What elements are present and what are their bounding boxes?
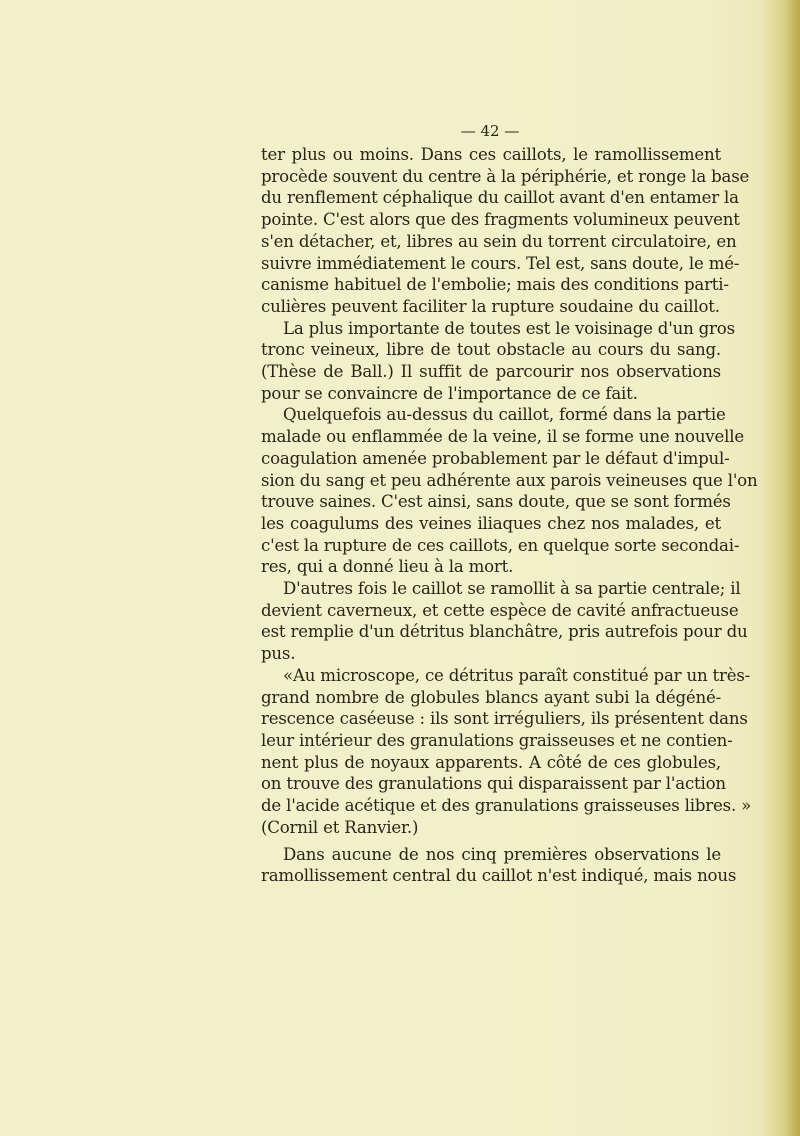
paragraph [261, 318, 735, 405]
text-line: les coagulums des veines iliaques chez nos malades, et [261, 513, 721, 533]
text-line: est remplie d'un détritus blanchâtre, pris autrefois pour du [261, 622, 748, 642]
text-line: (Thèse de Ball.) Il suffit de parcourir nos observations [261, 362, 721, 382]
text-line: devient caverneux, et cette espèce de cavité anfractueuse [261, 600, 739, 620]
text-line: canisme habituel de l'embolie; mais des conditions parti- [261, 275, 729, 295]
text-line: de l'acide acétique et des granulations graisseuses libres. » [261, 796, 752, 816]
text-line: pus. [261, 644, 296, 664]
text-line: malade ou enflammée de la veine, il se forme une nouvelle [261, 427, 744, 447]
text-line: res, qui a donné lieu à la mort. [261, 557, 514, 577]
text-line: pointe. C'est alors que des fragments volumineux peuvent [261, 210, 740, 230]
text-line: leur intérieur des granulations graisseuses et ne contien- [261, 730, 733, 750]
text-line: rescence caséeuse : ils sont irréguliers, ils présentent dans [261, 709, 748, 729]
text-line: ter plus ou moins. Dans ces caillots, le ramollissement [261, 145, 721, 164]
text-line: c'est la rupture de ces caillots, en quelque sorte secondai- [261, 535, 740, 555]
text-line: (Cornil et Ranvier.) [261, 817, 419, 837]
paragraph [261, 665, 752, 839]
text-line: s'en détacher, et, libres au sein du torrent circulatoire, en [261, 231, 737, 251]
text-line: coagulation amenée probablement par le défaut d'impul- [261, 448, 730, 468]
text-line: grand nombre de globules blancs ayant subi la dégéné- [261, 687, 721, 707]
text-line: du renflement céphalique du caillot avant d'en entamer la [261, 188, 739, 208]
page-number: — 42 — [460, 122, 520, 140]
text-line: suivre immédiatement le cours. Tel est, sans doute, le mé- [261, 253, 740, 273]
text-line: on trouve des granulations qui disparaissent par l'action [261, 774, 726, 794]
text-line: La plus importante de toutes est le voisinage d'un gros [283, 318, 735, 338]
text-line: nent plus de noyaux apparents. A côté de ces globules, [261, 752, 721, 772]
paragraph [261, 144, 750, 318]
text-line: pour se convaincre de l'importance de ce fait. [261, 383, 638, 403]
text-line: Quelquefois au-dessus du caillot, formé dans la partie [283, 405, 726, 425]
text-line: «Au microscope, ce détritus paraît constitué par un très- [283, 665, 751, 685]
text-line: tronc veineux, libre de tout obstacle au cours du sang. [261, 340, 721, 360]
text-line: culières peuvent faciliter la rupture soudaine du caillot. [261, 296, 720, 316]
text-line: procède souvent du centre à la périphérie, et ronge la base [261, 166, 750, 186]
text-line: sion du sang et peu adhérente aux parois veineuses que l'on [261, 470, 758, 490]
text-line: ramollissement central du caillot n'est indiqué, mais nous [261, 866, 737, 886]
text-line: D'autres fois le caillot se ramollit à sa partie centrale; il [283, 579, 741, 599]
text-line: trouve saines. C'est ainsi, sans doute, que se sont formés [261, 492, 731, 512]
paragraph [261, 404, 758, 578]
paragraph [261, 578, 748, 665]
body-text [261, 144, 758, 887]
text-line: Dans aucune de nos cinq premières observations le [283, 844, 721, 864]
paragraph [261, 844, 737, 887]
